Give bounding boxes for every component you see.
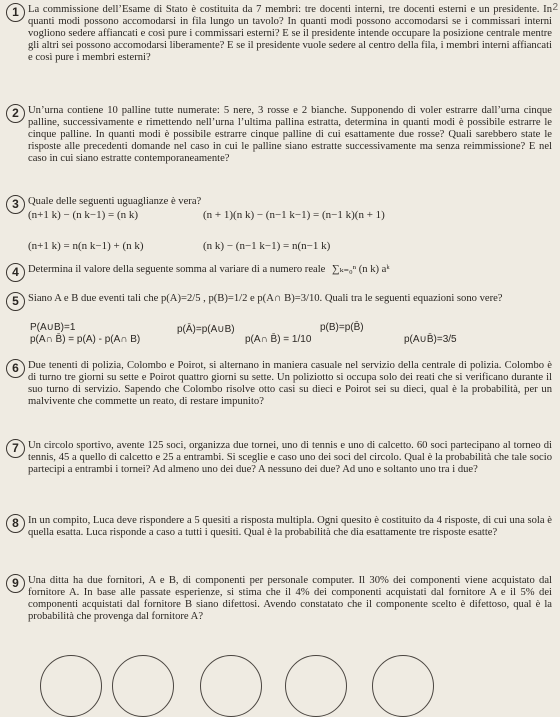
bottom-circles [0, 655, 560, 695]
problem-1 [6, 4, 552, 64]
problem-number: 7 [6, 439, 25, 458]
problem-number: 3 [6, 195, 25, 214]
problem-text: Un’urna contiene 10 palline tutte numerate: 5 nere, 3 rosse e 2 bianche. Supponendo di voler estrarre dall’urna cinque palline, successivamente e rimettendo nell’urna l’ultima pallina estratta, determina in quanti modi è possibile estrarre le cinque palline. In quanti modi è possibile estrarre cinque palline di cui esattamente due rosse? Quali sarebbero state le risposte alle precedenti domande nel caso in cui le palline siano estratte successivamente ma senza reimmissione? E nel caso in cui siano estratte contemporaneamente? [28, 105, 552, 165]
problem-number: 5 [6, 292, 25, 311]
option-5c: p(Ā)=p(A∪B) [177, 324, 235, 335]
problem-number: 2 [6, 104, 25, 123]
circle-shape [112, 655, 174, 717]
circle-shape [372, 655, 434, 717]
problem-8 [6, 515, 552, 539]
option-5f: p(A∪B̄)=3/5 [404, 334, 457, 345]
problem-7 [6, 440, 552, 476]
circle-shape [200, 655, 262, 717]
problem-number: 6 [6, 359, 25, 378]
problem-4 [6, 264, 552, 279]
problem-text: Siano A e B due eventi tali che p(A)=2/5 , p(B)=1/2 e p(A∩ B)=3/10. Quali tra le seguenti equazioni sono vere? [28, 293, 503, 304]
problem-text: Una ditta ha due fornitori, A e B, di componenti per personale computer. Il 30% dei componenti viene acquistato dal fornitore A. In base alle passate esperienze, si stima che il 4% dei componenti acquistati dal fornitore A e il 5% dei componenti acquistati dal fornitore B siano difettosi. Avendo constatato che il componente scelto è difettoso, qual è la probabilità che provenga dal fornitore A? [28, 575, 552, 623]
problem-6 [6, 360, 552, 408]
problem-text: Un circolo sportivo, avente 125 soci, organizza due tornei, uno di tennis e uno di calcetto. 60 soci partecipano al torneo di tennis, 45 a quello di calcetto e 25 a entrambi. Si sceglie e caso uno dei soci del circolo. Qual è la probabilità che tale socio partecipi a entrambi i tornei? Ad almeno uno dei due? A nessuno dei due? Ad uno e soltanto uno tra i due? [28, 440, 552, 476]
problem-text [28, 264, 552, 276]
problem-number: 4 [6, 263, 25, 282]
problem-text: La commissione dell’Esame di Stato è costituita da 7 membri: tre docenti interni, tre docenti esterni e un presidente. In quanti modi possono accomodarsi in fila lungo un tavolo? In quanti modi possono accomodarsi se i commissari interni vogliono sedere affiancati e così pure i commissari esterni? E se il presidente intende occupare la posizione centrale mentre gli altri sei possono accomodarsi liberamente? E se il presidente vuole sedere al centro della fila, i membri interni affiancati e così pure i membri esterni? [28, 4, 552, 64]
option-5b: p(A∩ B̄) = p(A) - p(A∩ B) [30, 334, 141, 345]
problem-3 [6, 196, 552, 211]
option-5e: p(B)=p(B̄) [320, 322, 364, 333]
problem-text: In un compito, Luca deve rispondere a 5 quesiti a risposta multipla. Ogni quesito è costituito da 4 risposte, di cui una sola è quella esatta. Luca risponde a caso a tutti i quesiti. Qual è la probabilità che dia esattamente tre risposte esatte? [28, 515, 552, 539]
problem-5 [6, 293, 552, 308]
circle-shape [40, 655, 102, 717]
sum-formula: ∑ₖ₌₀ⁿ (n k) aᵏ [332, 264, 390, 275]
equation-3d: (n k) − (n−1 k−1) = n(n−1 k) [203, 240, 331, 252]
problem-number: 9 [6, 574, 25, 593]
problem-9 [6, 575, 552, 623]
equation-3c: (n+1 k) = n(n k−1) + (n k) [28, 240, 144, 252]
problem-number: 8 [6, 514, 25, 533]
circle-shape [285, 655, 347, 717]
equation-3a: (n+1 k) − (n k−1) = (n k) [28, 209, 139, 221]
option-5d: p(A∩ B̄) = 1/10 [245, 334, 312, 345]
problem-2 [6, 105, 552, 165]
problem-text: Due tenenti di polizia, Colombo e Poirot, si alternano in maniera casuale nel servizio della centrale di polizia. Colombo è di turno tre giorni su sette e Poirot quattro giorni su sette. Un poliziotto si occupa solo dei reati che si verificano durante il suo turno di servizio. Sapendo che Colombo risolve otto casi su dieci e Poirot sei su dieci, qual è la probabilità, per un malvivente che commette un reato, di restare impunito? [28, 360, 552, 408]
problem-text: Quale delle seguenti uguaglianze è vera? [28, 196, 202, 207]
equation-3b: (n + 1)(n k) − (n−1 k−1) = (n−1 k)(n + 1) [203, 209, 385, 221]
option-5a: P(A∪B)=1 [30, 322, 76, 333]
corner-mark: 2 [552, 2, 558, 13]
problem-number: 1 [6, 3, 25, 22]
problem-text-body: Determina il valore della seguente somma al variare di a numero reale [28, 264, 326, 275]
